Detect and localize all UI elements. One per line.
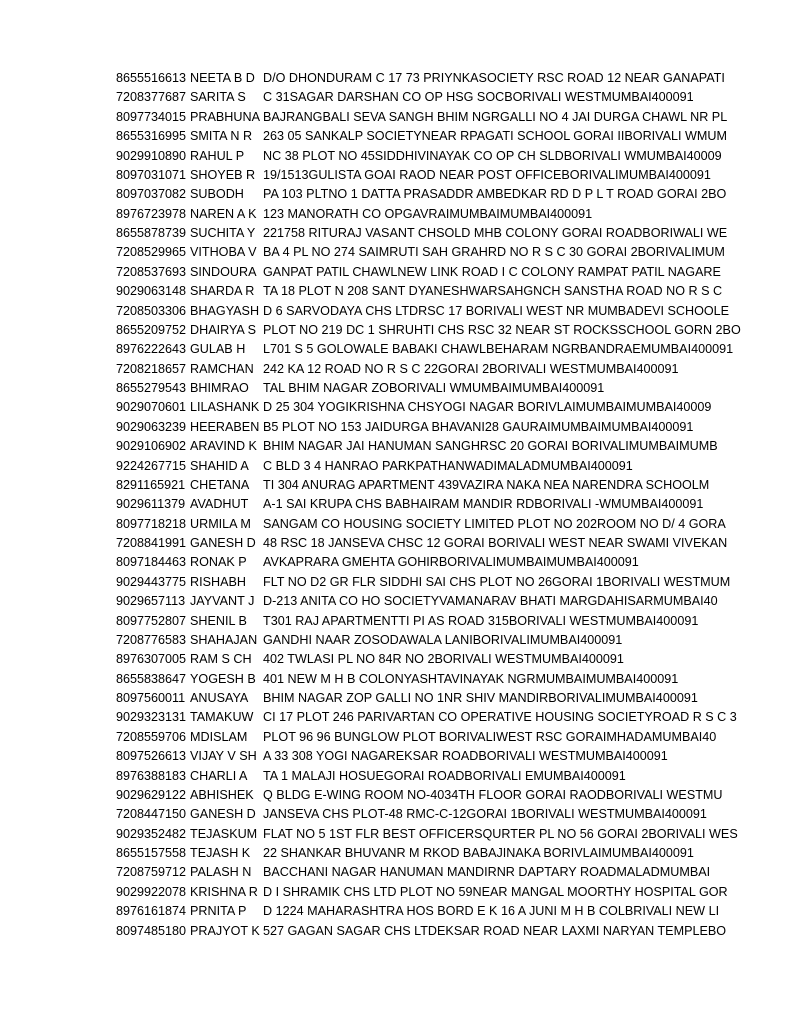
name-cell: SINDOURA — [190, 264, 257, 279]
phone-cell: 8655838647 — [116, 671, 187, 686]
address-cell: D/O DHONDURAM C 17 73 PRIYNKASOCIETY RSC ROAD 12 NEAR GANAPATI — [263, 71, 725, 85]
address-cell: 527 GAGAN SAGAR CHS LTDEKSAR ROAD NEAR LAXMI NARYAN TEMPLEBO — [263, 923, 727, 938]
phone-cell: 8097560011 — [116, 691, 186, 705]
name-cell: SHAHID A — [190, 458, 249, 473]
name-cell: RAHUL P — [190, 148, 245, 163]
table-row — [116, 224, 788, 243]
phone-cell: 8976388183 — [116, 768, 187, 783]
phone-cell: 8097526613 — [116, 749, 187, 764]
name-cell: PRNITA P — [190, 904, 247, 919]
table-row — [116, 767, 788, 786]
phone-cell: 7208218657 — [116, 361, 187, 376]
table-row — [116, 282, 788, 301]
address-cell: GANDHI NAAR ZOSODAWALA LANIBORIVALIMUMBAI400091 — [263, 632, 623, 647]
address-cell: NC 38 PLOT NO 45SIDDHIVINAYAK CO OP CH SLDBORIVALI WMUMBAI40009 — [263, 148, 722, 163]
name-cell: SARITA S — [190, 90, 246, 105]
table-row — [116, 689, 788, 708]
address-cell: TAL BHIM NAGAR ZOBORIVALI WMUMBAIMUMBAI400091 — [263, 381, 605, 395]
table-row — [116, 573, 788, 592]
phone-cell: 9029352482 — [116, 826, 187, 841]
table-row — [116, 747, 788, 766]
address-cell: BA 4 PL NO 274 SAIMRUTI SAH GRAHRD NO R S C 30 GORAI 2BORIVALIMUM — [263, 245, 725, 260]
record-list — [116, 69, 788, 941]
address-cell: AVKAPRARA GMEHTA GOHIRBORIVALIMUMBAIMUMBAI400091 — [263, 555, 639, 570]
phone-cell: 7208447150 — [116, 807, 187, 822]
table-row — [116, 108, 788, 127]
table-row — [116, 708, 788, 727]
address-cell: C BLD 3 4 HANRAO PARKPATHANWADIMALADMUMBAI400091 — [263, 458, 633, 473]
table-row — [116, 379, 788, 398]
table-row — [116, 786, 788, 805]
name-cell: CHARLI A — [190, 768, 248, 783]
phone-cell: 9029063239 — [116, 419, 187, 434]
name-cell: RAM S CH — [190, 652, 252, 667]
table-row — [116, 825, 788, 844]
phone-cell: 8976723978 — [116, 206, 187, 221]
name-cell: GANESH D — [190, 536, 256, 550]
phone-cell: 8655516613 — [116, 71, 187, 85]
table-row — [116, 243, 788, 262]
name-cell: AVADHUT — [190, 497, 249, 512]
phone-cell: 8097734015 — [116, 109, 187, 124]
address-cell: 221758 RITURAJ VASANT CHSOLD MHB COLONY GORAI ROADBORIWALI WE — [263, 226, 728, 240]
address-cell: JANSEVA CHS PLOT-48 RMC-C-12GORAI 1BORIVALI WESTMUMBAI400091 — [263, 807, 707, 822]
address-cell: Q BLDG E-WING ROOM NO-4034TH FLOOR GORAI RAODBORIVALI WESTMU — [263, 787, 723, 802]
table-row — [116, 728, 788, 747]
table-row — [116, 805, 788, 824]
address-cell: B5 PLOT NO 153 JAIDURGA BHAVANI28 GAURAIMUMBAIMUMBAI400091 — [263, 419, 694, 434]
name-cell: GANESH D — [190, 807, 256, 822]
table-row — [116, 147, 788, 166]
name-cell: PALASH N — [190, 865, 252, 880]
phone-cell: 8655209752 — [116, 322, 187, 337]
table-row — [116, 321, 788, 340]
phone-cell: 8097752807 — [116, 613, 187, 628]
name-cell: TEJASH K — [190, 846, 251, 860]
table-row — [116, 457, 788, 476]
address-cell: GANPAT PATIL CHAWLNEW LINK ROAD I C COLONY RAMPAT PATIL NAGARE — [263, 264, 721, 279]
address-cell: T301 RAJ APARTMENTTI PI AS ROAD 315BORIVALI WESTMUMBAI400091 — [263, 613, 699, 628]
address-cell: BACCHANI NAGAR HANUMAN MANDIRNR DAPTARY ROADMALADMUMBAI — [263, 865, 711, 880]
table-row — [116, 495, 788, 514]
name-cell: RAMCHAN — [190, 361, 254, 376]
phone-cell: 7208537693 — [116, 264, 187, 279]
phone-cell: 8097718218 — [116, 516, 187, 531]
phone-cell: 8291165921 — [116, 477, 186, 492]
table-row — [116, 69, 788, 88]
phone-cell: 7208529965 — [116, 245, 187, 260]
phone-cell: 8655157558 — [116, 846, 187, 860]
table-row — [116, 515, 788, 534]
phone-cell: 7208759712 — [116, 865, 187, 880]
table-row — [116, 398, 788, 417]
address-cell: BHIM NAGAR JAI HANUMAN SANGHRSC 20 GORAI BORIVALIMUMBAIMUMB — [263, 439, 718, 454]
table-row — [116, 302, 788, 321]
phone-cell: 8097184463 — [116, 555, 187, 570]
phone-cell: 7208377687 — [116, 90, 187, 105]
name-cell: PRAJYOT K — [190, 923, 260, 938]
name-cell: SHENIL B — [190, 613, 247, 628]
name-cell: BHAGYASH — [190, 303, 260, 318]
address-cell: 22 SHANKAR BHUVANR M RKOD BABAJINAKA BORIVLAIMUMBAI400091 — [263, 846, 694, 860]
phone-cell: 7208841991 — [116, 536, 187, 550]
address-cell: D I SHRAMIK CHS LTD PLOT NO 59NEAR MANGAL MOORTHY HOSPITAL GOR — [263, 884, 728, 899]
table-row — [116, 360, 788, 379]
phone-cell: 8655878739 — [116, 226, 187, 240]
name-cell: GULAB H — [190, 342, 246, 357]
table-row — [116, 418, 788, 437]
name-cell: ANUSAYA — [190, 691, 249, 705]
phone-cell: 8097037082 — [116, 187, 187, 202]
name-cell: ABHISHEK — [190, 787, 254, 802]
phone-cell: 8976161874 — [116, 904, 187, 919]
address-cell: D 1224 MAHARASHTRA HOS BORD E K 16 A JUNI M H B COLBRIVALI NEW LI — [263, 904, 720, 919]
address-cell: D-213 ANITA CO HO SOCIETYVAMANARAV BHATI MARGDAHISARMUMBAI40 — [263, 594, 718, 609]
phone-cell: 9029657113 — [116, 594, 186, 609]
table-row — [116, 612, 788, 631]
table-row — [116, 553, 788, 572]
name-cell: SUCHITA Y — [190, 226, 256, 240]
address-cell: D 6 SARVODAYA CHS LTDRSC 17 BORIVALI WEST NR MUMBADEVI SCHOOLE — [263, 303, 730, 318]
address-cell: 242 KA 12 ROAD NO R S C 22GORAI 2BORIVALI WESTMUMBAI400091 — [263, 361, 679, 376]
address-cell: 48 RSC 18 JANSEVA CHSC 12 GORAI BORIVALI WEST NEAR SWAMI VIVEKAN — [263, 536, 728, 550]
table-row — [116, 592, 788, 611]
table-row — [116, 902, 788, 921]
name-cell: VIJAY V SH — [190, 749, 257, 764]
address-cell: TI 304 ANURAG APARTMENT 439VAZIRA NAKA NEA NARENDRA SCHOOLM — [263, 477, 710, 492]
name-cell: JAYVANT J — [190, 594, 255, 609]
name-cell: TAMAKUW — [190, 710, 254, 725]
name-cell: YOGESH B — [190, 671, 256, 686]
name-cell: CHETANA — [190, 477, 250, 492]
phone-cell: 9029629122 — [116, 787, 187, 802]
phone-cell: 9029063148 — [116, 284, 187, 299]
table-row — [116, 650, 788, 669]
address-cell: PLOT NO 219 DC 1 SHRUHTI CHS RSC 32 NEAR ST ROCKSSCHOOL GORN 2BO — [263, 322, 741, 337]
name-cell: URMILA M — [190, 516, 251, 531]
table-row — [116, 922, 788, 941]
phone-cell: 8655316995 — [116, 129, 187, 144]
phone-cell: 9029910890 — [116, 148, 187, 163]
address-cell: PLOT 96 96 BUNGLOW PLOT BORIVALIWEST RSC GORAIMHADAMUMBAI40 — [263, 729, 717, 744]
name-cell: RONAK P — [190, 555, 247, 570]
address-cell: BAJRANGBALI SEVA SANGH BHIM NGRGALLI NO 4 JAI DURGA CHAWL NR PL — [263, 109, 728, 124]
phone-cell: 9224267715 — [116, 458, 187, 473]
phone-cell: 7208503306 — [116, 303, 187, 318]
address-cell: 401 NEW M H B COLONYASHTAVINAYAK NGRMUMBAIMUMBAI400091 — [263, 671, 679, 686]
table-row — [116, 263, 788, 282]
address-cell: PA 103 PLTNO 1 DATTA PRASADDR AMBEDKAR RD D P L T ROAD GORAI 2BO — [263, 187, 727, 202]
name-cell: VITHOBA V — [190, 245, 257, 260]
phone-cell: 9029323131 — [116, 710, 187, 725]
phone-cell: 9029611379 — [116, 497, 186, 512]
address-cell: A-1 SAI KRUPA CHS BABHAIRAM MANDIR RDBORIVALI -WMUMBAI400091 — [263, 497, 704, 512]
name-cell: LILASHANK — [190, 400, 260, 415]
phone-cell: 8097031071 — [116, 167, 187, 182]
address-cell: SANGAM CO HOUSING SOCIETY LIMITED PLOT NO 202ROOM NO D/ 4 GORA — [263, 516, 726, 531]
table-row — [116, 863, 788, 882]
name-cell: HEERABEN — [190, 419, 260, 434]
table-row — [116, 631, 788, 650]
name-cell: ARAVIND K — [190, 439, 257, 454]
phone-cell: 8976307005 — [116, 652, 187, 667]
address-cell: 123 MANORATH CO OPGAVRAIMUMBAIMUMBAI400091 — [263, 206, 593, 221]
phone-cell: 9029443775 — [116, 574, 187, 589]
phone-cell: 8976222643 — [116, 342, 187, 357]
table-row — [116, 883, 788, 902]
table-row — [116, 127, 788, 146]
address-cell: TA 18 PLOT N 208 SANT DYANESHWARSAHGNCH SANSTHA ROAD NO R S C — [263, 284, 723, 299]
table-row — [116, 476, 788, 495]
address-cell: A 33 308 YOGI NAGAREKSAR ROADBORIVALI WESTMUMBAI400091 — [263, 749, 668, 764]
address-cell: TA 1 MALAJI HOSUEGORAI ROADBORIVALI EMUMBAI400091 — [263, 768, 626, 783]
address-cell: 402 TWLASI PL NO 84R NO 2BORIVALI WESTMUMBAI400091 — [263, 652, 624, 667]
address-cell: 263 05 SANKALP SOCIETYNEAR RPAGATI SCHOOL GORAI IIBORIVALI WMUM — [263, 129, 727, 144]
address-cell: CI 17 PLOT 246 PARIVARTAN CO OPERATIVE HOUSING SOCIETYROAD R S C 3 — [263, 710, 737, 725]
name-cell: TEJASKUM — [190, 826, 258, 841]
address-cell: L701 S 5 GOLOWALE BABAKI CHAWLBEHARAM NGRBANDRAEMUMBAI400091 — [263, 342, 734, 357]
phone-cell: 9029106902 — [116, 439, 187, 454]
name-cell: SUBODH — [190, 187, 244, 202]
name-cell: SHOYEB R — [190, 167, 256, 182]
table-row — [116, 534, 788, 553]
name-cell: RISHABH — [190, 574, 246, 589]
name-cell: KRISHNA R — [190, 884, 258, 899]
phone-cell: 8655279543 — [116, 381, 187, 395]
name-cell: SMITA N R — [190, 129, 253, 144]
address-cell: C 31SAGAR DARSHAN CO OP HSG SOCBORIVALI WESTMUMBAI400091 — [263, 90, 694, 105]
table-row — [116, 88, 788, 107]
address-cell: FLAT NO 5 1ST FLR BEST OFFICERSQURTER PL NO 56 GORAI 2BORIVALI WES — [263, 826, 738, 841]
table-row — [116, 185, 788, 204]
name-cell: DHAIRYA S — [190, 322, 257, 337]
address-cell: BHIM NAGAR ZOP GALLI NO 1NR SHIV MANDIRBORIVALIMUMBAI400091 — [263, 691, 698, 705]
address-cell: 19/1513GULISTA GOAI RAOD NEAR POST OFFICEBORIVALIMUMBAI400091 — [263, 167, 711, 182]
name-cell: MDISLAM — [190, 729, 248, 744]
table-row — [116, 205, 788, 224]
phone-cell: 7208776583 — [116, 632, 187, 647]
table-row — [116, 340, 788, 359]
phone-cell: 8097485180 — [116, 923, 187, 938]
name-cell: PRABHUNA — [190, 109, 260, 124]
phone-cell: 9029070601 — [116, 400, 187, 415]
name-cell: SHARDA R — [190, 284, 255, 299]
table-row — [116, 844, 788, 863]
name-cell: NEETA B D — [190, 71, 255, 85]
phone-cell: 9029922078 — [116, 884, 187, 899]
table-row — [116, 670, 788, 689]
table-row — [116, 437, 788, 456]
name-cell: SHAHAJAN — [190, 632, 258, 647]
name-cell: NAREN A K — [190, 206, 257, 221]
table-row — [116, 166, 788, 185]
address-cell: FLT NO D2 GR FLR SIDDHI SAI CHS PLOT NO 26GORAI 1BORIVALI WESTMUM — [263, 574, 731, 589]
name-cell: BHIMRAO — [190, 381, 249, 395]
phone-cell: 7208559706 — [116, 729, 187, 744]
address-cell: D 25 304 YOGIKRISHNA CHSYOGI NAGAR BORIVLAIMUMBAIMUMBAI40009 — [263, 400, 712, 415]
